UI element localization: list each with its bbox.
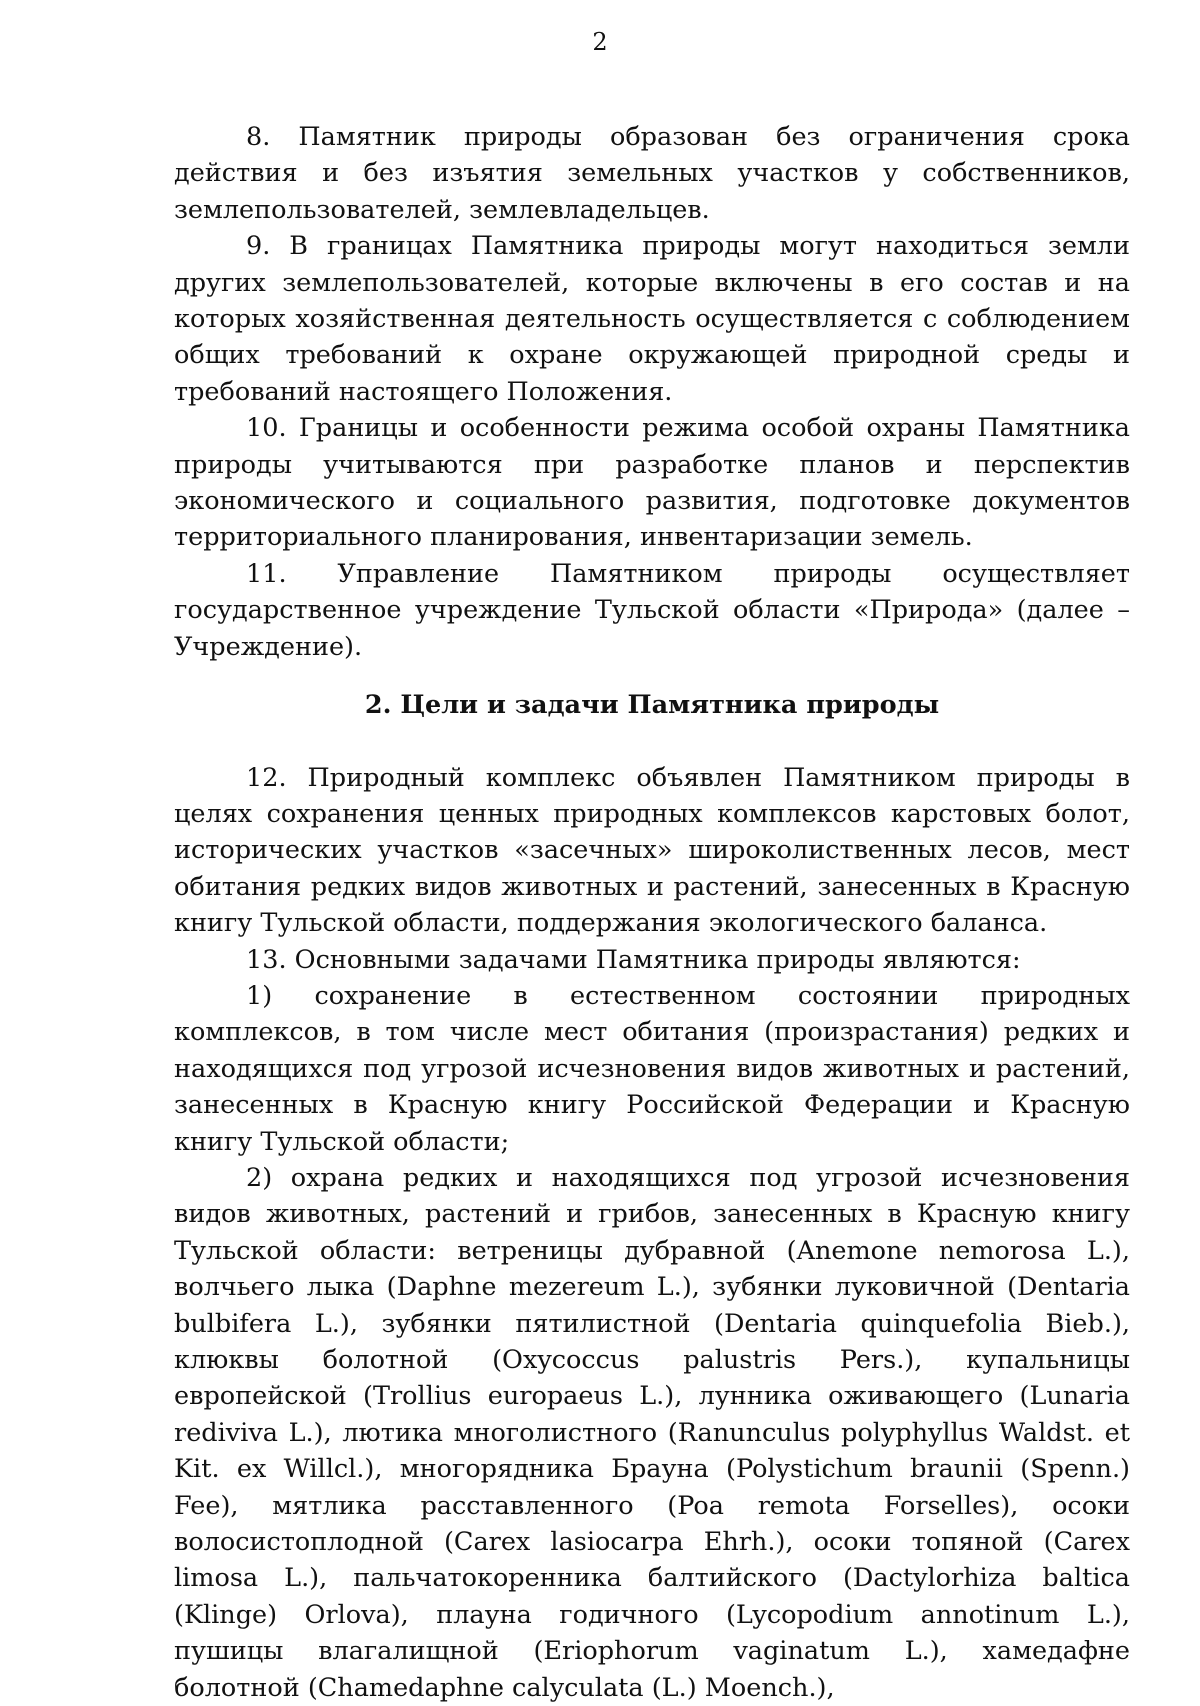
section-heading: 2. Цели и задачи Памятника природы — [364, 690, 940, 721]
paragraph-10: 10. Границы и особенности режима особой охраны Памятника природы учитываются при разработке планов и перспектив экономического и социального развития, подготовке документов территориального планирования, инвентаризации земель. — [174, 413, 1130, 553]
list-item-2: 2) охрана редких и находящихся под угрозой исчезновения видов животных, растений и грибов, занесенных в Красную книгу Тульской области: ветреницы дубравной (Anemone nemorosa L.), волчьего лыка (Daphne mezereum L.), зубянки луковичной (Dentaria bulbifera L.), зубянки пятилистной (Dentaria quinquefolia Bieb.), клюквы болотной (Oxycoccus palustris Pers.), купальницы европейской (Trollius europaeus L.), лунника оживающего (Lunaria rediviva L.), лютика многолистного (Ranunculus polyphyllus Waldst. et Kit. ex Willcl.), многорядника Брауна (Polystichum braunii (Spenn.) Fee), мятлика расставленного (Poa remota Forselles), осоки волосистоплодной (Carex lasiocarpa Ehrh.), осоки топяной (Carex limosa L.), пальчатокоренника балтийского (Dactylorhiza baltica (Klinge) Orlova), плауна годичного (Lycopodium annotinum L.), пушицы влагалищной (Eriophorum vaginatum L.), хамедафне болотной (Chamedaphne calyculata (L.) Moench.), — [174, 1162, 1130, 1703]
paragraph-9: 9. В границах Памятника природы могут находиться земли других землепользователей, которые включены в его состав и на которых хозяйственная деятельность осуществляется с соблюдением общих требований к охране окружающей природной среды и требований настоящего Положения. — [174, 231, 1130, 407]
paragraph-13: 13. Основными задачами Памятника природы являются: — [246, 944, 1021, 975]
paragraph-8: 8. Памятник природы образован без ограничения срока действия и без изъятия земельных участков у собственников, землепользователей, землевладельцев. — [174, 122, 1130, 225]
paragraph-12: 12. Природный комплекс объявлен Памятником природы в целях сохранения ценных природных комплексов карстовых болот, исторических участков «засечных» широколиственных лесов, мест обитания редких видов животных и растений, занесенных в Красную книгу Тульской области, поддержания экологического баланса. — [174, 762, 1130, 939]
page-number: 2 — [592, 28, 608, 56]
list-item-1: 1) сохранение в естественном состоянии природных комплексов, в том числе мест обитания (произрастания) редких и находящихся под угрозой исчезновения видов животных и растений, занесенных в Красную книгу Российской Федерации и Красную книгу Тульской области; — [174, 980, 1130, 1157]
paragraph-11: 11. Управление Памятником природы осуществляет государственное учреждение Тульской области «Природа» (далее – Учреждение). — [174, 558, 1130, 662]
document-body — [174, 119, 1130, 1706]
